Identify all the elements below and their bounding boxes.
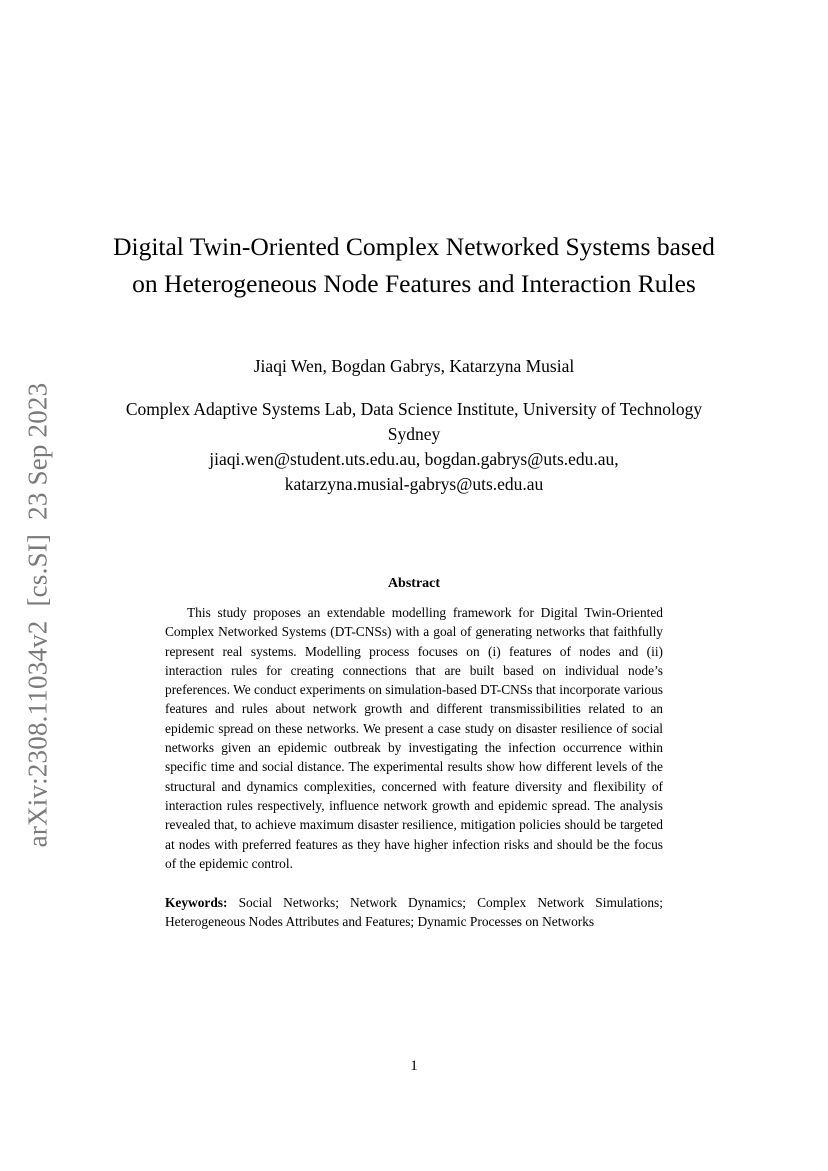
page-number: 1: [410, 1058, 418, 1074]
keywords-label: Keywords:: [165, 895, 228, 910]
arxiv-date: 23 Sep 2023: [22, 382, 53, 520]
author-list: Jiaqi Wen, Bogdan Gabrys, Katarzyna Musial: [253, 356, 575, 376]
paper-title: Digital Twin-Oriented Complex Networked Systems based on Heterogeneous Node Features and Interaction Rules: [113, 232, 715, 298]
arxiv-id: arXiv:2308.11034v2: [22, 620, 53, 848]
arxiv-category: [cs.SI]: [22, 533, 53, 607]
keywords-paragraph: [165, 893, 663, 932]
affiliation-text: Complex Adaptive Systems Lab, Data Science Institute, University of Technology Sydney: [125, 399, 703, 444]
abstract-text: This study proposes an extendable modelling framework for Digital Twin-Oriented Complex Networked Systems (DT-CNSs) with a goal of generating networks that faithfully represent real systems. Modelling process focuses on (i) features of nodes and (ii) interaction rules for creating connections that are built based on individual node’s preferences. We conduct experiments on simulation-based DT-CNSs that incorporate various features and rules about network growth and different transmissibilities related to an epidemic spread on these networks. We present a case study on disaster resilience of social networks given an epidemic outbreak by investigating the infection occurrence within specific time and social distance. The experimental results show how different levels of the structural and dynamics complexities, concerned with feature diversity and flexibility of interaction rules respectively, influence network growth and epidemic spread. The analysis revealed that, to achieve maximum disaster resilience, mitigation policies should be targeted at nodes with preferred features as they have higher infection risks and should be the focus of the epidemic control.: [165, 605, 663, 871]
affiliation-block: [100, 397, 728, 497]
keywords-text: Social Networks; Network Dynamics; Complex Network Simulations; Heterogeneous Nodes Attributes and Features; Dynamic Processes on Networks: [165, 895, 663, 930]
email-line-1: jiaqi.wen@student.uts.edu.au, bogdan.gabrys@uts.edu.au,: [209, 449, 619, 469]
arxiv-side-stamp: [23, 383, 54, 848]
email-line-2: katarzyna.musial-gabrys@uts.edu.au: [284, 474, 544, 494]
abstract-heading: Abstract: [387, 576, 441, 591]
